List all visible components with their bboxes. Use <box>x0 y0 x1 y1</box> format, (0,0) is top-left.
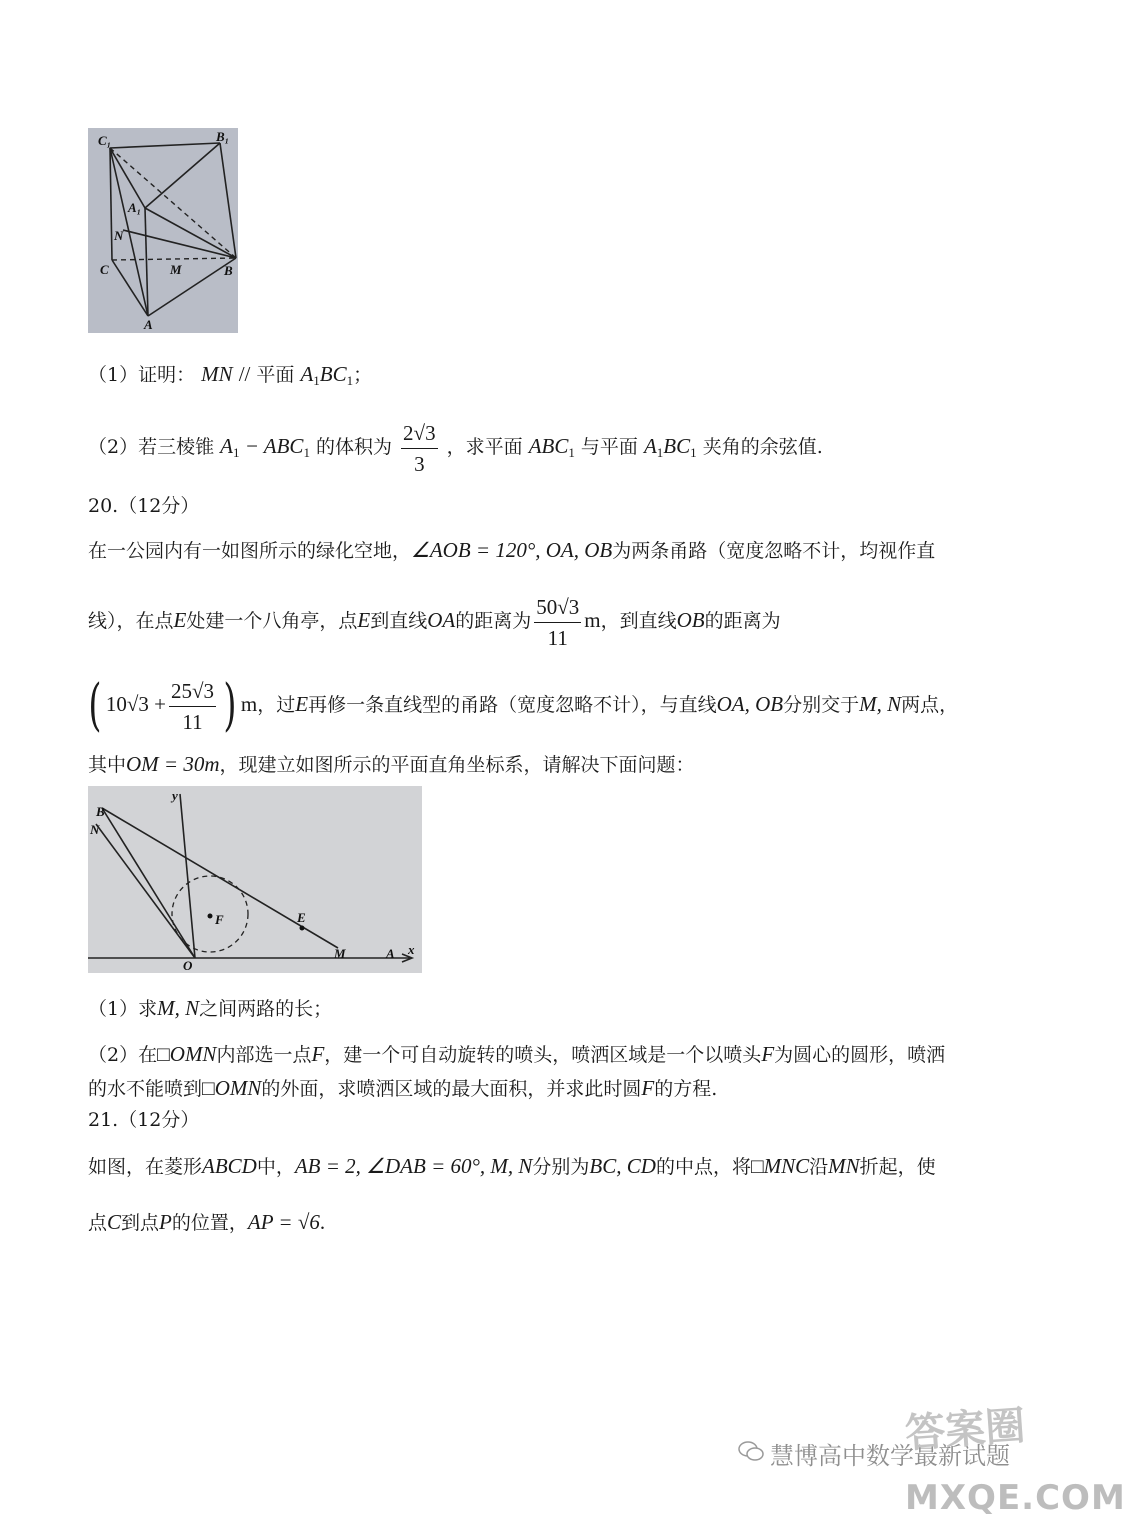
q20-oa-distance-fraction <box>534 594 581 651</box>
left-paren: ( <box>88 673 102 738</box>
q20-l4a: 其中 <box>88 754 127 776</box>
watermark-site: MXQE.COM <box>905 1478 1126 1518</box>
q21-l1b: 中， <box>256 1156 295 1178</box>
q20-l2e2: E <box>357 608 371 632</box>
q20-l2c: 到直线 <box>370 610 428 632</box>
q19-part2-p2: A <box>643 434 657 458</box>
q21-l1abcd: ABCD <box>202 1154 257 1178</box>
q20-p2e: 的水不能喷到 <box>88 1078 203 1100</box>
q19-part2-volume: 的体积为 <box>315 436 392 458</box>
q21-l2c: C <box>107 1210 122 1234</box>
q20-l2e: E <box>173 608 187 632</box>
q19-part1-sub1: 1 <box>313 373 320 388</box>
label-b: B <box>96 804 105 819</box>
q20-l2d: 的距离为 <box>455 610 532 632</box>
label-o: O <box>183 958 193 973</box>
q21-l1e: 的中点，将 <box>655 1156 751 1178</box>
q19-part1-end: ； <box>353 364 373 386</box>
q20-p2tri2: □OMN <box>202 1076 262 1100</box>
q19-frac-den: 3 <box>414 451 425 476</box>
q20-heading: 20.（12分） <box>88 495 200 517</box>
q21-l1a: 如图，在菱形 <box>88 1156 203 1178</box>
q19-part2-prefix: （2）若三棱锥 <box>88 436 215 458</box>
q21-l1c: AB = 2, ∠DAB = 60°, M, N <box>294 1154 533 1178</box>
label-b1: B₁ <box>216 129 230 144</box>
q20-l2-frac-den: 11 <box>547 625 568 650</box>
label-c: C <box>100 262 109 277</box>
q20-p2g: 的外面，求喷洒区域的最大面积，并求此时圆 <box>261 1078 642 1100</box>
q20-l2b: 处建一个八角亭，点 <box>186 610 358 632</box>
label-x: x <box>408 942 415 957</box>
q19-part2-tet-sub: 1 <box>232 445 240 460</box>
q19-volume-fraction <box>401 420 438 477</box>
q19-part1 <box>88 360 372 395</box>
q20-l3f: 两点， <box>901 694 959 716</box>
q21-l2end: . <box>319 1210 326 1234</box>
label-n: N <box>114 228 124 243</box>
q20-part2-line2 <box>88 1074 717 1103</box>
q20-l1a: 在一公园内有一如图所示的绿化空地， <box>88 540 412 562</box>
label-a1: A₁ <box>128 200 142 215</box>
q20-l3d: 分别交于 <box>783 694 860 716</box>
label-m: M <box>170 262 182 277</box>
q19-part2-p1-sub: 1 <box>568 445 575 460</box>
q20-p1b: 之间两路的长； <box>199 998 333 1020</box>
q20-p2d: 为圆心的圆形，喷洒 <box>774 1044 946 1066</box>
label-c1: C₁ <box>98 133 112 148</box>
q20-l2-frac-num: 50√3 <box>534 594 581 623</box>
q20-line1 <box>88 536 935 565</box>
q19-part2-p2-sub: 1 <box>656 445 664 460</box>
q20-l2ob: OB <box>676 608 705 632</box>
q19-frac-num: 2√3 <box>401 420 438 449</box>
q20-p1a: （1）求 <box>88 998 158 1020</box>
q20-part2-line1 <box>88 1040 945 1069</box>
q20-l2oa: OA <box>427 608 456 632</box>
right-paren: ) <box>223 673 237 738</box>
q20-l1c: 为两条甬路（宽度忽略不计，均视作直 <box>612 540 936 562</box>
label-e: E <box>297 910 306 925</box>
q21-l2b: 到点 <box>121 1212 160 1234</box>
q19-part2-minus-sub: 1 <box>303 445 310 460</box>
q20-p2a: （2）在 <box>88 1044 158 1066</box>
q20-ob-distance-fraction <box>169 678 216 735</box>
q21-l1bc: BC, CD <box>589 1154 656 1178</box>
q19-part2-mid: ，求平面 <box>446 436 523 458</box>
q20-l4b: ，现建立如图所示的平面直角坐标系，请解决下面问题： <box>219 754 695 776</box>
q20-p2f2: F <box>761 1042 775 1066</box>
q20-l2f: ，到直线 <box>600 610 677 632</box>
q20-l4om: OM = 30m <box>126 752 220 776</box>
q21-l2ap: AP = √6 <box>247 1210 320 1234</box>
q19-part1-prefix: （1）证明： <box>88 364 196 386</box>
q20-p2b: 内部选一点 <box>216 1044 312 1066</box>
q19-part2-p2b-sub: 1 <box>690 445 697 460</box>
q21-heading: 21.（12分） <box>88 1109 200 1131</box>
q21-l1d: 分别为 <box>532 1156 590 1178</box>
q20-p2c: ，建一个可自动旋转的喷头，喷洒区域是一个以喷头 <box>324 1044 762 1066</box>
label-n: N <box>90 822 100 837</box>
q19-part2-p2b: BC <box>663 434 691 458</box>
q20-l1b: ∠AOB = 120°, OA, OB <box>411 538 613 562</box>
q19-part1-mn: MN <box>201 362 233 386</box>
wechat-icon <box>738 1440 764 1462</box>
q21-l1f: 沿 <box>809 1156 829 1178</box>
q20-line4 <box>88 750 695 779</box>
q19-part1-a: A <box>300 362 314 386</box>
q19-part1-parallel: // <box>238 362 251 386</box>
q20-l2m: m <box>584 608 601 632</box>
q20-p2h: 的方程. <box>654 1078 718 1100</box>
watermark-logo: 答案圈 <box>903 1402 1027 1458</box>
q20-p2tri: □OMN <box>157 1042 217 1066</box>
q21-l1g: 折起，使 <box>859 1156 936 1178</box>
prism-figure <box>88 128 238 333</box>
q19-part2-tet: A <box>220 434 233 458</box>
watermark-account: 慧博高中数学最新试题 <box>770 1442 1010 1470</box>
q20-l3mn: M, N <box>859 692 902 716</box>
q20-p1mn: M, N <box>157 996 200 1020</box>
q20-l3-frac-num: 25√3 <box>169 678 216 707</box>
q19-part2-and: 与平面 <box>580 436 638 458</box>
q21-l1mn: MN <box>828 1154 860 1178</box>
q19-part1-sub2: 1 <box>346 373 354 388</box>
q21-line1 <box>88 1152 936 1181</box>
park-coordinate-figure <box>88 786 422 973</box>
q20-line2 <box>88 592 781 651</box>
q21-l2d: 的位置， <box>171 1212 248 1234</box>
label-y: y <box>172 788 178 803</box>
q20-l3b: ，过 <box>257 694 296 716</box>
label-m: M <box>334 946 346 961</box>
q21-l2a: 点 <box>88 1212 108 1234</box>
q21-line2 <box>88 1208 325 1237</box>
q20-l3-frac-den: 11 <box>182 709 203 734</box>
q20-p2f3: F <box>641 1076 655 1100</box>
label-f: F <box>215 912 224 927</box>
q20-l3c: 再修一条直线型的甬路（宽度忽略不计），与直线 <box>308 694 717 716</box>
q20-l3m: m <box>240 692 258 716</box>
q20-l2g: 的距离为 <box>704 610 781 632</box>
q20-l3a: 10√3 + <box>105 692 166 716</box>
q21-l1tri: □MNC <box>750 1154 810 1178</box>
label-a: A <box>386 946 395 961</box>
q20-l3e: E <box>295 692 309 716</box>
q19-part1-plane: 平面 <box>256 364 295 386</box>
q20-l3oa: OA, OB <box>716 692 784 716</box>
q20-line3 <box>84 673 959 738</box>
q20-p2f: F <box>311 1042 325 1066</box>
q21-l2p: P <box>159 1210 172 1234</box>
q19-part1-bc: BC <box>319 362 347 386</box>
q19-part2-p1: ABC <box>528 434 569 458</box>
q20-l2a: 线），在点 <box>88 610 174 632</box>
q19-part2-end: 夹角的余弦值. <box>702 436 823 458</box>
q19-part2-minus: − ABC <box>239 434 304 458</box>
q19-part2 <box>88 418 823 481</box>
label-b: B <box>224 263 233 278</box>
label-a: A <box>144 317 153 332</box>
q20-part1 <box>88 994 332 1023</box>
